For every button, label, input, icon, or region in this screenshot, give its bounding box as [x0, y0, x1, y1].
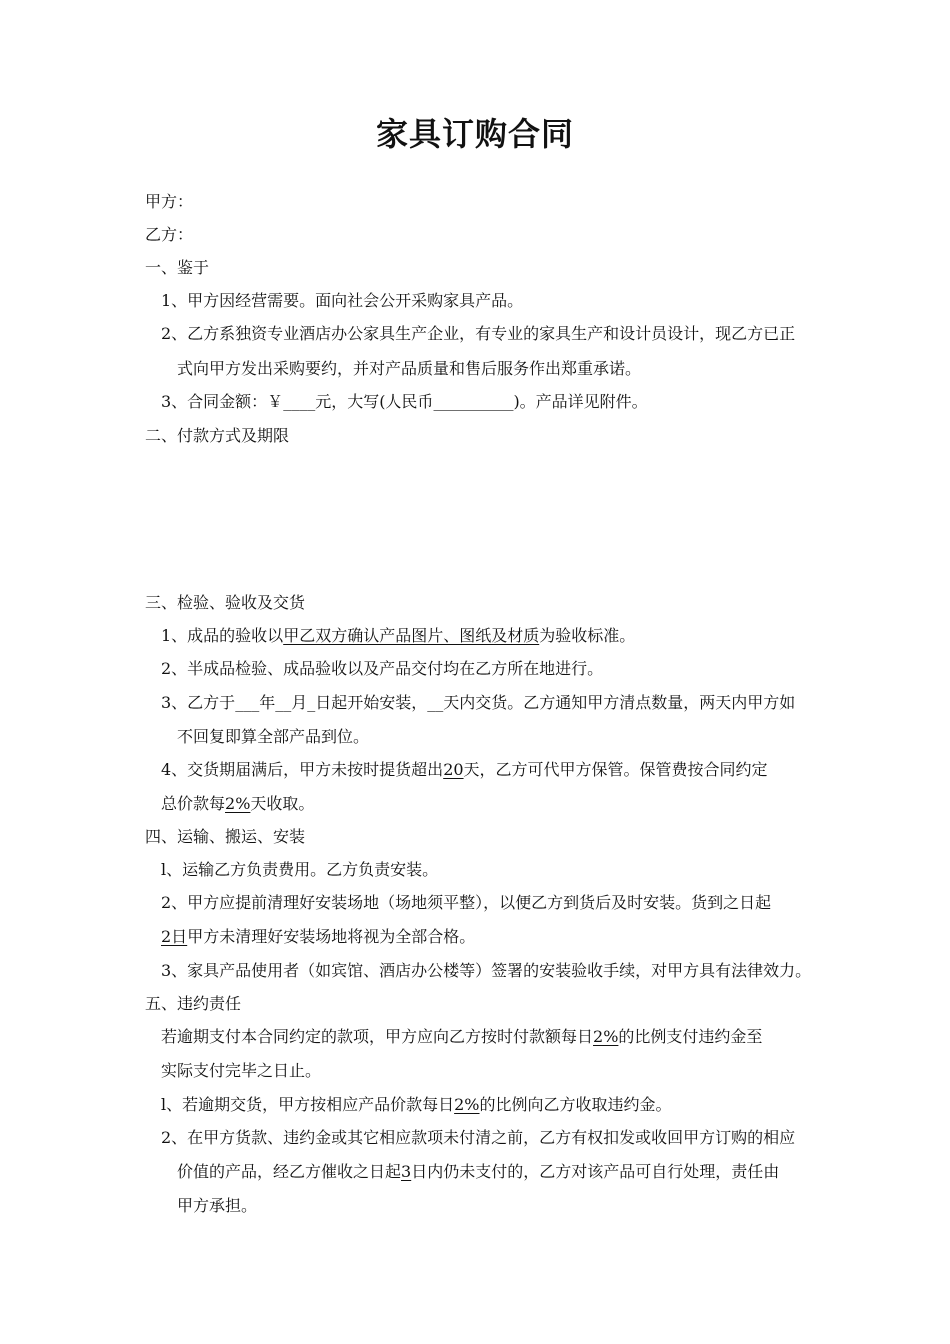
section-5-item-2-line-3: 甲方承担。: [177, 1196, 258, 1215]
s3-item-3-text-a: 3、乙方于: [161, 693, 236, 712]
s5-item-2-text-a: 价值的产品，经乙方催收之日起: [177, 1162, 402, 1181]
section-5-para-1-line-2: 实际支付完毕之日止。: [161, 1061, 322, 1080]
s5-p1-text-b: 的比例支付违约金至: [618, 1027, 763, 1046]
s5-item-2-text-b: 日内仍未支付的，乙方对该产品可自行处理，责任由: [411, 1162, 780, 1181]
s3-item-4-text-d: 天收取。: [250, 794, 315, 813]
section-5-heading: 五、违约责任: [145, 994, 242, 1013]
section-1-item-2-line-1: 2、乙方系独资专业酒店办公家具生产企业，有专业的家具生产和设计员设计，现乙方已正: [161, 324, 796, 343]
month-blank: __: [275, 693, 292, 712]
section-3-item-2: 2、半成品检验、成品验收以及产品交付均在乙方所在地进行。: [161, 659, 604, 678]
amount-words-blank: __________: [433, 392, 514, 411]
s3-item-4-text-b: 天，乙方可代甲方保管。保管费按合同约定: [463, 760, 768, 779]
section-5-para-1-line-1: [161, 1026, 762, 1048]
section-4-item-3: 3、家具产品使用者（如宾馆、酒店办公楼等）签署的安装验收手续，对甲方具有法律效力。: [161, 961, 812, 980]
item-3-text-c: )。产品详见附件。: [513, 392, 648, 411]
section-4-item-2-line-2: [161, 926, 475, 948]
section-3-item-4-line-2: [161, 793, 314, 815]
s5-item-1-text-a: l、若逾期交货，甲方按相应产品价款每日: [161, 1095, 455, 1114]
s3-item-1-text-b: 为验收标准。: [539, 626, 636, 645]
s5-item-1-text-b: 的比例向乙方收取违约金。: [479, 1095, 672, 1114]
days-blank: __: [427, 693, 444, 712]
collection-days: 3: [401, 1162, 412, 1181]
amount-blank: ____: [283, 392, 316, 411]
s3-item-4-text-a: 4、交货期届满后，甲方未按时提货超出: [161, 760, 444, 779]
s3-item-3-month: 月: [291, 693, 308, 712]
section-4-item-2-line-1: 2、甲方应提前清理好安装场地（场地须平整），以便乙方到货后及时安装。货到之日起: [161, 893, 772, 912]
section-4-heading: 四、运输、搬运、安装: [145, 827, 306, 846]
section-1-item-3: [161, 391, 648, 413]
party-a-label: 甲方：: [145, 192, 194, 211]
s5-p1-text-a: 若逾期支付本合同约定的款项，甲方应向乙方按时付款额每日: [161, 1027, 594, 1046]
item-3-text-a: 3、合同金额：￥: [161, 392, 284, 411]
acceptance-standard: 甲乙双方确认产品图片、图纸及材质: [283, 626, 540, 645]
item-3-text-b: 元，大写(人民币: [315, 392, 434, 411]
section-1-heading: 一、鉴于: [145, 258, 210, 277]
section-1-item-1: 1、甲方因经营需要。面向社会公开采购家具产品。: [161, 291, 524, 310]
party-b-label: 乙方：: [145, 225, 194, 244]
late-payment-rate: 2%: [593, 1027, 619, 1046]
section-5-item-2-line-1: 2、在甲方货款、违约金或其它相应款项未付清之前，乙方有权扣发或收回甲方订购的相应: [161, 1128, 796, 1147]
overdue-days: 20: [443, 760, 464, 779]
day-blank: _: [307, 693, 316, 712]
section-4-item-1: l、运输乙方负责费用。乙方负责安装。: [161, 860, 439, 879]
s3-item-1-text-a: 1、成品的验收以: [161, 626, 284, 645]
late-delivery-rate: 2%: [454, 1095, 480, 1114]
s3-item-3-day: 日起开始安装，: [315, 693, 428, 712]
section-3-item-3-line-2: 不回复即算全部产品到位。: [177, 727, 370, 746]
section-3-heading: 三、检验、验收及交货: [145, 593, 306, 612]
section-5-item-1: [161, 1094, 672, 1116]
section-5-item-2-line-2: [177, 1161, 779, 1183]
section-1-item-2-line-2: 式向甲方发出采购要约，并对产品质量和售后服务作出郑重承诺。: [177, 359, 642, 378]
year-blank: ___: [235, 693, 260, 712]
section-3-item-3-line-1: [161, 692, 795, 714]
page-title: 家具订购合同: [375, 115, 574, 153]
section-2-heading: 二、付款方式及期限: [145, 426, 290, 445]
s4-item-2-text: 甲方未清理好安装场地将视为全部合格。: [187, 927, 476, 946]
site-days: 2日: [161, 927, 188, 946]
storage-fee-rate: 2%: [225, 794, 251, 813]
s3-item-3-year: 年: [259, 693, 276, 712]
section-3-item-4-line-1: [161, 759, 768, 781]
s3-item-3-text-e: 天内交货。乙方通知甲方清点数量，两天内甲方如: [443, 693, 796, 712]
section-3-item-1: [161, 625, 635, 647]
s3-item-4-text-c: 总价款每: [161, 794, 226, 813]
